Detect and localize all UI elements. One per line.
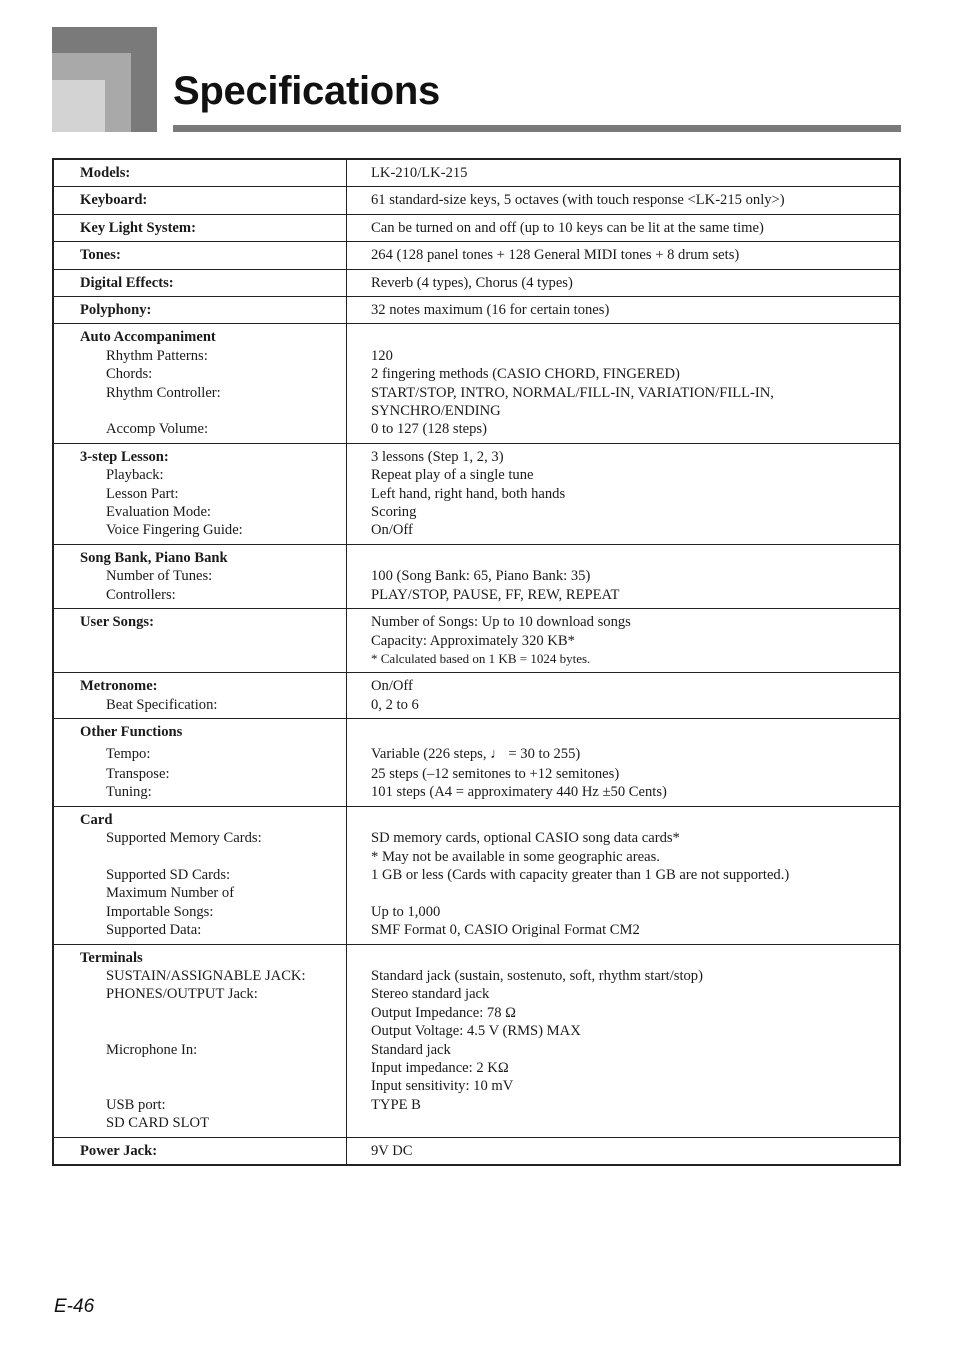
spec-label: Power Jack: [80, 1142, 158, 1159]
spec-label: Key Light System: [80, 219, 196, 236]
spec-value: Left hand, right hand, both hands [371, 485, 566, 502]
spec-label: Auto Accompaniment [80, 329, 216, 346]
spec-value: SMF Format 0, CASIO Original Format CM2 [371, 922, 640, 939]
spec-value: 3 lessons (Step 1, 2, 3) [371, 448, 504, 465]
spec-sublabel: Tempo: [106, 745, 151, 762]
spec-value: 1 GB or less (Cards with capacity greater than 1 GB are not supported.) [371, 866, 790, 883]
spec-value: 100 (Song Bank: 65, Piano Bank: 35) [371, 568, 591, 585]
spec-row-polyphony [53, 297, 900, 324]
header-corner-light [52, 80, 105, 132]
spec-row-user-songs [53, 609, 900, 673]
spec-row-tones [53, 242, 900, 269]
spec-sublabel: Controllers: [106, 586, 176, 603]
spec-value: 9V DC [371, 1142, 413, 1159]
spec-sublabel: Playback: [106, 467, 164, 484]
spec-value: 0, 2 to 6 [371, 696, 419, 713]
spec-sublabel: Lesson Part: [106, 485, 179, 502]
spec-sublabel: Accomp Volume: [106, 421, 209, 438]
spec-sublabel: Maximum Number of [106, 885, 235, 902]
spec-row-key-light [53, 214, 900, 241]
spec-row-keyboard [53, 187, 900, 214]
spec-value: Reverb (4 types), Chorus (4 types) [371, 274, 573, 291]
spec-value: Scoring [371, 504, 417, 521]
spec-label: Polyphony: [80, 302, 152, 319]
spec-footnote: * Calculated based on 1 KB = 1024 bytes. [371, 650, 591, 666]
spec-row-metronome [53, 673, 900, 719]
spec-label: Tones: [80, 247, 121, 264]
spec-sublabel: Chords: [106, 366, 153, 383]
spec-value: Input impedance: 2 KΩ [371, 1060, 509, 1077]
spec-sublabel: Microphone In: [106, 1041, 198, 1058]
title-rule [173, 125, 901, 132]
spec-row-models [53, 159, 900, 187]
spec-row-digital-effects [53, 269, 900, 296]
spec-sublabel: SUSTAIN/ASSIGNABLE JACK: [106, 968, 306, 984]
spec-sublabel: Rhythm Controller: [106, 384, 221, 401]
spec-sublabel: Number of Tunes: [106, 568, 213, 585]
spec-sublabel: Supported SD Cards: [106, 866, 231, 883]
spec-value: 0 to 127 (128 steps) [371, 421, 487, 438]
spec-sublabel: USB port: [106, 1096, 166, 1113]
spec-label: Card [80, 811, 113, 828]
spec-sublabel: Transpose: [106, 765, 170, 782]
spec-row-terminals [53, 944, 900, 1137]
spec-sublabel: Importable Songs: [106, 903, 214, 920]
spec-value: Standard jack [371, 1041, 451, 1058]
spec-label: Other Functions [80, 724, 183, 741]
spec-label: Song Bank, Piano Bank [80, 549, 228, 566]
spec-row-other-functions [53, 719, 900, 807]
spec-row-song-bank [53, 544, 900, 608]
spec-value: LK-210/LK-215 [371, 165, 468, 181]
spec-value: Output Voltage: 4.5 V (RMS) MAX [371, 1023, 581, 1040]
spec-label: Models: [80, 165, 131, 181]
spec-value: Repeat play of a single tune [371, 467, 534, 484]
spec-value: Stereo standard jack [371, 986, 490, 1003]
spec-label: 3-step Lesson: [80, 448, 169, 465]
spec-value: 25 steps (–12 semitones to +12 semitones) [371, 765, 620, 782]
spec-value: Output Impedance: 78 Ω [371, 1004, 516, 1021]
spec-value: Input sensitivity: 10 mV [371, 1078, 514, 1095]
spec-value: Variable (226 steps, ♩ = 30 to 255) [371, 745, 581, 762]
spec-value: TYPE B [371, 1096, 421, 1113]
spec-sublabel: Beat Specification: [106, 696, 218, 713]
specifications-table [52, 158, 901, 1166]
spec-sublabel: Supported Memory Cards: [106, 830, 262, 847]
spec-value: 120 [371, 347, 393, 364]
spec-sublabel: Voice Fingering Guide: [106, 522, 243, 539]
spec-sublabel: PHONES/OUTPUT Jack: [106, 986, 258, 1003]
spec-value: Standard jack (sustain, sostenuto, soft, rhythm start/stop) [371, 967, 703, 984]
spec-label: User Songs: [80, 614, 154, 631]
spec-value: SD memory cards, optional CASIO song data cards* [371, 830, 680, 847]
spec-value: PLAY/STOP, PAUSE, FF, REW, REPEAT [371, 586, 620, 603]
spec-value: SYNCHRO/ENDING [371, 403, 501, 420]
spec-value: Can be turned on and off (up to 10 keys can be lit at the same time) [371, 219, 764, 236]
spec-value: 101 steps (A4 = approximatery 440 Hz ±50 Cents) [371, 784, 667, 801]
spec-value: Number of Songs: Up to 10 download songs [371, 614, 631, 631]
spec-label: Metronome: [80, 678, 158, 695]
spec-label: Keyboard: [80, 192, 148, 209]
spec-value: Up to 1,000 [371, 903, 441, 920]
spec-value: 264 (128 panel tones + 128 General MIDI tones + 8 drum sets) [371, 247, 740, 264]
spec-footnote: * May not be available in some geographic areas. [371, 848, 660, 865]
spec-sublabel: Tuning: [106, 784, 152, 801]
spec-row-card [53, 806, 900, 944]
spec-label: Digital Effects: [80, 274, 174, 291]
spec-value: On/Off [371, 678, 413, 695]
spec-sublabel: SD CARD SLOT [106, 1115, 209, 1132]
page-title: Specifications [173, 69, 440, 113]
spec-value: On/Off [371, 522, 413, 539]
spec-row-auto-accompaniment [53, 324, 900, 443]
spec-row-3-step-lesson [53, 443, 900, 544]
spec-label: Terminals [80, 949, 143, 966]
spec-sublabel: Rhythm Patterns: [106, 347, 208, 364]
spec-value: 32 notes maximum (16 for certain tones) [371, 302, 610, 319]
spec-value: 61 standard-size keys, 5 octaves (with touch response <LK-215 only>) [371, 192, 785, 209]
spec-value: START/STOP, INTRO, NORMAL/FILL-IN, VARIATION/FILL-IN, [371, 384, 774, 401]
spec-sublabel: Supported Data: [106, 922, 202, 939]
spec-row-power-jack [53, 1137, 900, 1165]
page-number: E-46 [54, 1296, 95, 1317]
spec-sublabel: Evaluation Mode: [106, 504, 211, 521]
spec-value: 2 fingering methods (CASIO CHORD, FINGERED) [371, 366, 680, 383]
spec-value: Capacity: Approximately 320 KB* [371, 632, 575, 649]
